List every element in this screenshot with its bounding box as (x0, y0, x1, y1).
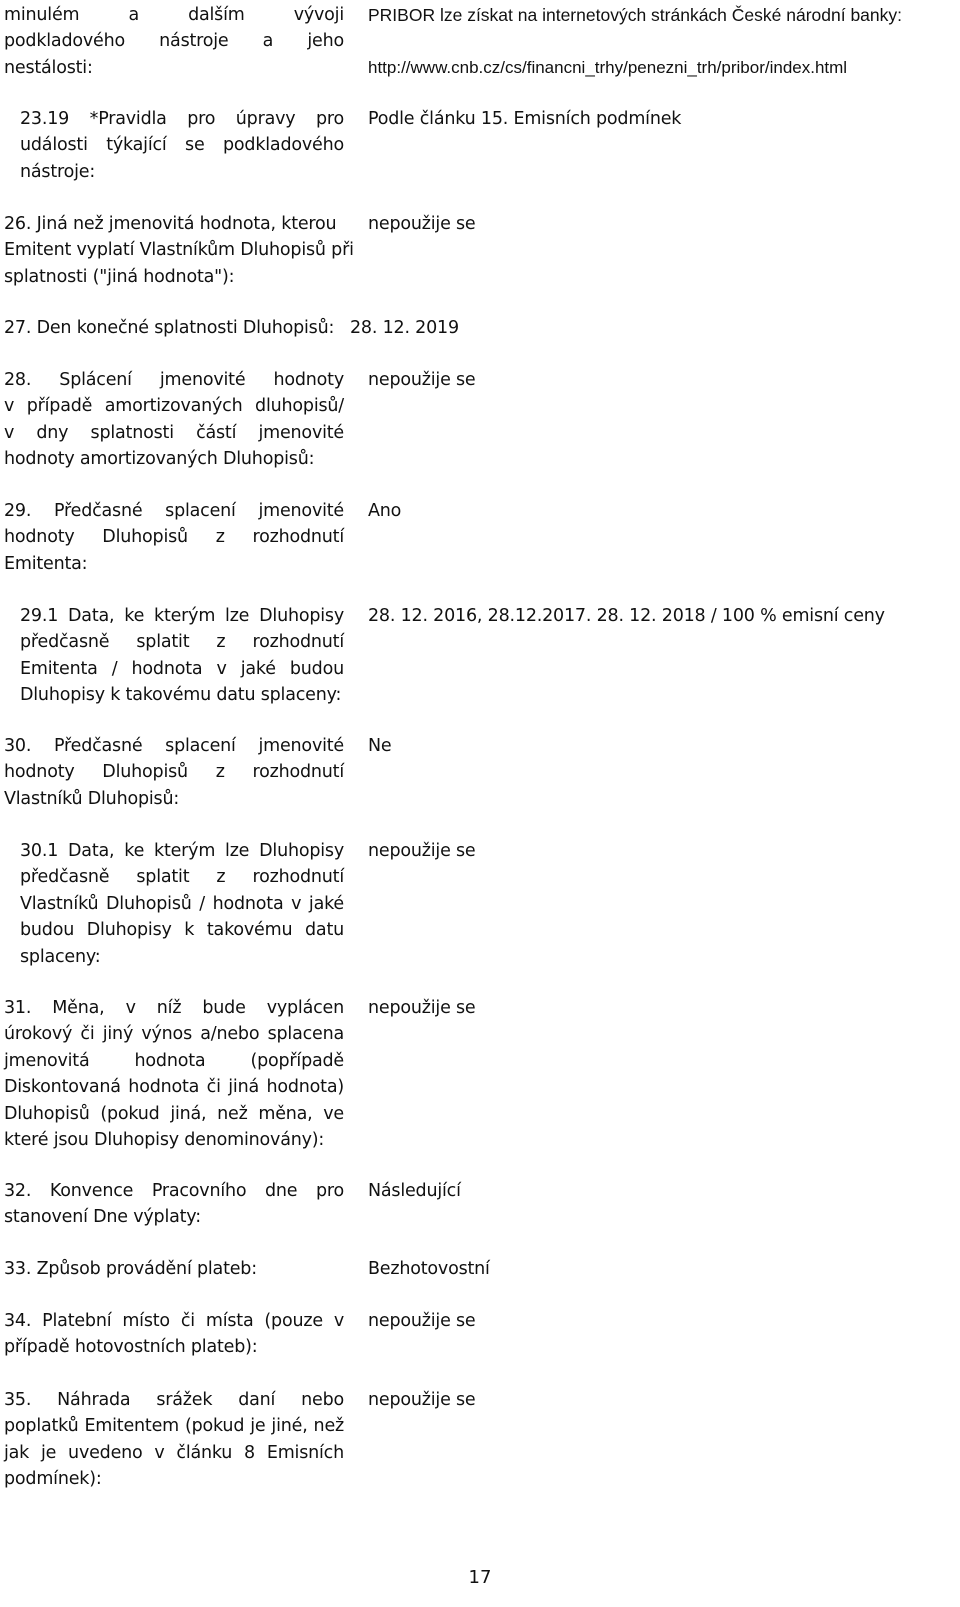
label-line: podmínek): (4, 1469, 102, 1490)
value-line: Ne (368, 736, 392, 756)
row-value (368, 603, 958, 629)
label-line: nestálosti: (4, 57, 93, 78)
row-value (368, 211, 958, 237)
label-line: 26. Jiná než jmenovitá hodnota, kterou (4, 214, 337, 234)
row-value (368, 995, 958, 1021)
row-value (368, 106, 958, 132)
label-line: budou Dluhopisy k takovému datu (20, 920, 344, 941)
label-line: 23.19 *Pravidla pro úpravy pro (20, 109, 344, 129)
row-label (20, 838, 344, 970)
label-line: v dny splatnosti částí jmenovité (4, 422, 344, 443)
row-value (368, 367, 958, 393)
label-line: předčasně splatit z rozhodnutí (20, 632, 344, 653)
value-line (368, 28, 958, 54)
value-line: nepoužije se (368, 998, 476, 1018)
label-line: předčasně splatit z rozhodnutí (20, 867, 344, 888)
label-line: nástroje: (20, 161, 96, 182)
label-line: 32. Konvence Pracovního dne pro (4, 1181, 344, 1201)
value-line: 28. 12. 2016, 28.12.2017. 28. 12. 2018 / 100 % emisní ceny (368, 606, 885, 626)
value-line: Následující (368, 1181, 461, 1201)
row-label (4, 733, 344, 812)
label-line: 28. Splácení jmenovité hodnoty (4, 370, 344, 390)
label-line: poplatků Emitentem (pokud je jiné, než (4, 1416, 344, 1437)
row-value (368, 498, 958, 524)
row-label (4, 211, 354, 290)
value-line: Ano (368, 501, 402, 521)
row-label (4, 1256, 344, 1282)
maturity-date: 28. 12. 2019 (350, 318, 459, 338)
row-label (4, 367, 344, 473)
label-line: 29.1 Data, ke kterým lze Dluhopisy (20, 606, 344, 626)
row-value (368, 838, 958, 864)
row-value (368, 1256, 958, 1282)
label-line: 30.1 Data, ke kterým lze Dluhopisy (20, 841, 344, 861)
row-label (4, 1178, 344, 1231)
label-line: Vlastníků Dluhopisů / hodnota v jaké (20, 893, 344, 914)
row-label (4, 1387, 344, 1493)
page-number: 17 (468, 1567, 492, 1588)
label-line: podkladového nástroje a jeho (4, 31, 344, 52)
row-value (368, 733, 958, 759)
label-line: 31. Měna, v níž bude vyplácen (4, 998, 344, 1018)
row-label (4, 995, 344, 1153)
label-line: Diskontovaná hodnota či jiná hodnota) (4, 1077, 344, 1098)
label-line: úrokový či jiný výnos a/nebo splacena (4, 1024, 344, 1045)
row-value (368, 1308, 958, 1334)
label-line: Vlastníků Dluhopisů: (4, 788, 180, 809)
label-line: hodnoty Dluhopisů z rozhodnutí (4, 527, 344, 548)
label-line: hodnoty amortizovaných Dluhopisů: (4, 449, 315, 470)
row-label (4, 1308, 344, 1361)
label-line: Emitenta: (4, 553, 88, 574)
label-line: 29. Předčasné splacení jmenovité (4, 501, 344, 521)
label-line: 35. Náhrada srážek daní nebo (4, 1390, 344, 1410)
label-line: 27. Den konečné splatnosti Dluhopisů: (4, 318, 335, 338)
row-label (20, 603, 344, 709)
row-value (368, 1387, 958, 1413)
value-line: nepoužije se (368, 214, 476, 234)
row-value (368, 2, 958, 81)
label-line: splaceny: (20, 946, 101, 967)
label-line: hodnoty Dluhopisů z rozhodnutí (4, 762, 344, 783)
label-line: 30. Předčasné splacení jmenovité (4, 736, 344, 756)
row-label (4, 498, 344, 577)
label-line: 34. Platební místo či místa (pouze v (4, 1311, 344, 1331)
label-line: Dluhopisů (pokud jiná, než měna, ve (4, 1103, 344, 1124)
label-line: případě hotovostních plateb): (4, 1337, 258, 1358)
value-line: nepoužije se (368, 1390, 476, 1410)
row-value (368, 1178, 958, 1204)
value-line: nepoužije se (368, 841, 476, 861)
label-line: události týkající se podkladového (20, 135, 344, 156)
label-line: minulém a dalším vývoji (4, 5, 344, 25)
label-line: 33. Způsob provádění plateb: (4, 1259, 257, 1279)
row-label (20, 106, 344, 185)
label-line: v případě amortizovaných dluhopisů/ (4, 396, 344, 417)
label-line: splatnosti ("jiná hodnota"): (4, 266, 235, 287)
label-line: Dluhopisy k takovému datu splaceny: (20, 685, 342, 706)
label-line: jak je uvedeno v článku 8 Emisních (4, 1442, 344, 1463)
value-line: PRIBOR lze získat na internetových stránkách České národní banky: (368, 5, 903, 25)
cnb-pribor-link[interactable]: http://www.cnb.cz/cs/financni_trhy/penezni_trh/pribor/index.html (368, 57, 848, 77)
row-label (4, 2, 344, 81)
row-label (4, 315, 344, 341)
label-line: stanovení Dne výplaty: (4, 1207, 201, 1228)
value-line: Podle článku 15. Emisních podmínek (368, 109, 682, 129)
label-line: které jsou Dluhopisy denominovány): (4, 1130, 325, 1151)
row-value (350, 315, 940, 341)
value-line: Bezhotovostní (368, 1259, 490, 1279)
value-line: nepoužije se (368, 1311, 476, 1331)
value-line: nepoužije se (368, 370, 476, 390)
label-line: Emitent vyplatí Vlastníkům Dluhopisů při (4, 240, 354, 261)
label-line: Emitenta / hodnota v jaké budou (20, 658, 344, 679)
label-line: jmenovitá hodnota (popřípadě (4, 1050, 344, 1071)
